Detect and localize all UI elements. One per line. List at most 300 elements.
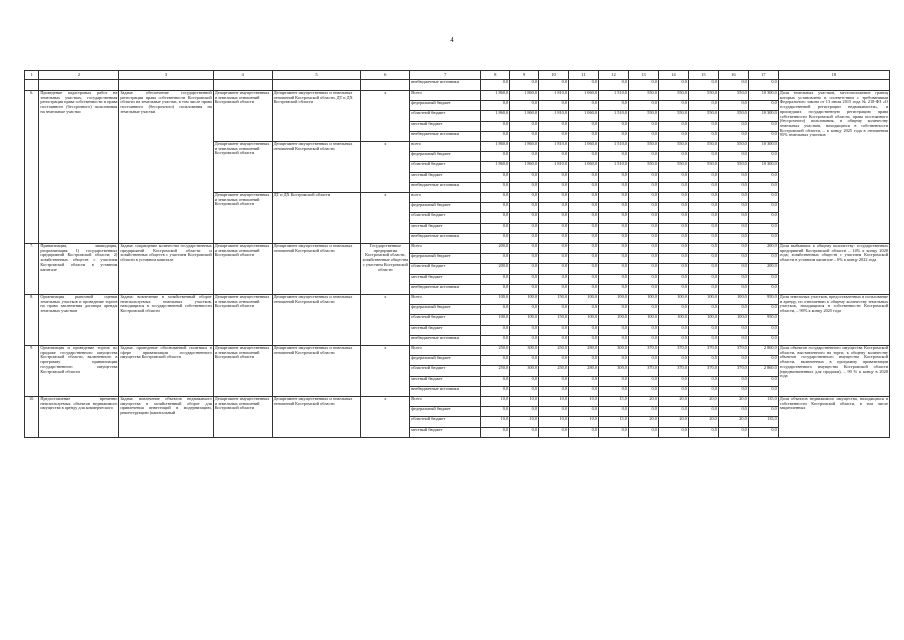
amount-cell: 0,0 xyxy=(628,152,658,162)
funding-source: федеральный бюджет xyxy=(410,407,481,417)
amount-cell: 0,0 xyxy=(748,234,778,244)
amount-cell: 0,0 xyxy=(539,356,569,366)
amount-cell: 0,0 xyxy=(481,377,510,387)
funding-source: внебюджетные источники xyxy=(410,336,481,346)
amount-cell: 0,0 xyxy=(628,244,658,254)
amount-cell: 0,0 xyxy=(748,377,778,387)
amount-cell: 300,0 xyxy=(510,346,539,356)
amount-cell: 0,0 xyxy=(688,285,718,295)
amount-cell: 100,0 xyxy=(598,295,628,305)
expected-result: Доля объектов государственного имущества Костромской области, выставленного на торги, к общему количеству объектов государственного имущества Костромской области, включенных в программу приватизации государственного имущества Костромской области (предназначенных для продажи), – 90 % к концу в 2020 года xyxy=(778,346,889,397)
amount-cell: 0,0 xyxy=(598,234,628,244)
amount-cell: 0,0 xyxy=(539,234,569,244)
amount-cell: 20,0 xyxy=(718,417,748,428)
amount-cell: 0,0 xyxy=(481,173,510,183)
amount-cell: 10,0 xyxy=(539,417,569,428)
amount-cell: 0,0 xyxy=(510,224,539,234)
amount-cell: 20,0 xyxy=(718,397,748,407)
amount-cell: 0,0 xyxy=(569,336,599,346)
amount-cell: 0,0 xyxy=(658,234,688,244)
amount-cell: 0,0 xyxy=(481,387,510,397)
amount-cell: 550,0 xyxy=(658,91,688,101)
co-executor: Департамент имущественных и земельных отношений Костромской области xyxy=(272,346,361,397)
amount-cell: 100,0 xyxy=(688,315,718,326)
participant: x xyxy=(361,193,410,244)
amount-cell: 0,0 xyxy=(569,254,599,264)
amount-cell: 370,0 xyxy=(658,366,688,377)
amount-cell: 0,0 xyxy=(628,213,658,224)
amount-cell: 0,0 xyxy=(569,203,599,213)
column-header: 3 xyxy=(119,71,213,80)
amount-cell: 0,0 xyxy=(569,377,599,387)
amount-cell: 0,0 xyxy=(569,407,599,417)
funding-source: всего xyxy=(410,193,481,203)
amount-cell: 550,0 xyxy=(688,111,718,122)
amount-cell: 0,0 xyxy=(748,254,778,264)
amount-cell: 10,0 xyxy=(481,417,510,428)
column-header: 4 xyxy=(213,71,272,80)
amount-cell: 10,0 xyxy=(539,397,569,407)
amount-cell: 1 510,0 xyxy=(598,91,628,101)
funding-source: внебюджетные источники xyxy=(410,80,481,91)
table-row xyxy=(25,91,890,101)
amount-cell: 0,0 xyxy=(569,275,599,285)
column-header: 17 xyxy=(748,71,778,80)
funding-source: федеральный бюджет xyxy=(410,356,481,366)
amount-cell: 0,0 xyxy=(628,428,658,438)
amount-cell: 0,0 xyxy=(510,326,539,336)
funding-source: Всего xyxy=(410,91,481,101)
column-header: 13 xyxy=(628,71,658,80)
amount-cell: 10,0 xyxy=(569,417,599,428)
funding-source: местный бюджет xyxy=(410,275,481,285)
amount-cell: 1 060,0 xyxy=(569,142,599,152)
amount-cell: 0,0 xyxy=(688,101,718,111)
amount-cell: 0,0 xyxy=(598,254,628,264)
amount-cell: 550,0 xyxy=(688,142,718,152)
amount-cell: 1 860,0 xyxy=(481,162,510,173)
amount-cell: 0,0 xyxy=(688,132,718,142)
amount-cell: 0,0 xyxy=(688,173,718,183)
amount-cell: 100,0 xyxy=(481,315,510,326)
amount-cell: 20,0 xyxy=(628,417,658,428)
amount-cell: 0,0 xyxy=(598,203,628,213)
funding-source: местный бюджет xyxy=(410,173,481,183)
column-header: 15 xyxy=(688,71,718,80)
amount-cell: 20,0 xyxy=(688,417,718,428)
amount-cell: 0,0 xyxy=(510,336,539,346)
amount-cell: 1 510,0 xyxy=(598,142,628,152)
amount-cell: 550,0 xyxy=(718,162,748,173)
amount-cell: 0,0 xyxy=(539,264,569,275)
funding-source: местный бюджет xyxy=(410,326,481,336)
column-header: 16 xyxy=(718,71,748,80)
amount-cell: 0,0 xyxy=(598,213,628,224)
amount-cell: 0,0 xyxy=(688,213,718,224)
amount-cell: 0,0 xyxy=(688,336,718,346)
responsible-executor: Департамент имущественных и земельных отношений Костромской области xyxy=(213,193,272,244)
amount-cell: 100,0 xyxy=(510,315,539,326)
amount-cell: 0,0 xyxy=(718,387,748,397)
amount-cell: 0,0 xyxy=(539,193,569,203)
amount-cell: 0,0 xyxy=(628,326,658,336)
amount-cell: 100,0 xyxy=(688,295,718,305)
amount-cell: 0,0 xyxy=(718,407,748,417)
amount-cell: 0,0 xyxy=(569,122,599,132)
table-row xyxy=(25,397,890,407)
amount-cell: 100,0 xyxy=(569,295,599,305)
amount-cell: 0,0 xyxy=(628,101,658,111)
page-number: 4 xyxy=(450,36,454,44)
amount-cell: 100,0 xyxy=(718,295,748,305)
amount-cell: 0,0 xyxy=(628,285,658,295)
amount-cell: 0,0 xyxy=(539,377,569,387)
responsible-executor: Департамент имущественных и земельных отношений Костромской области xyxy=(213,397,272,438)
amount-cell: 0,0 xyxy=(598,326,628,336)
amount-cell: 0,0 xyxy=(598,387,628,397)
item-number: 9. xyxy=(25,346,39,397)
amount-cell: 0,0 xyxy=(569,244,599,254)
amount-cell: 0,0 xyxy=(569,213,599,224)
amount-cell: 550,0 xyxy=(688,91,718,101)
task-text: Задача: сокращение количества государственных предприятий Костромской области и хозяйственных обществ с участием Костромской области в уставном капитале xyxy=(119,244,213,295)
amount-cell: 0,0 xyxy=(688,193,718,203)
amount-cell: 1 060,0 xyxy=(569,91,599,101)
amount-cell: 15,0 xyxy=(598,397,628,407)
amount-cell: 0,0 xyxy=(628,387,658,397)
amount-cell: 0,0 xyxy=(481,101,510,111)
empty-cell xyxy=(119,80,213,91)
responsible-executor: Департамент имущественных и земельных отношений Костромской области xyxy=(213,142,272,193)
amount-cell: 0,0 xyxy=(658,275,688,285)
amount-cell: 0,0 xyxy=(658,213,688,224)
amount-cell: 280,0 xyxy=(569,366,599,377)
amount-cell: 0,0 xyxy=(718,183,748,193)
amount-cell: 0,0 xyxy=(748,326,778,336)
column-header: 18 xyxy=(778,71,889,80)
table-row xyxy=(25,346,890,356)
responsible-executor: Департамент имущественных и земельных отношений Костромской области xyxy=(213,244,272,295)
amount-cell: 0,0 xyxy=(569,183,599,193)
amount-cell: 0,0 xyxy=(628,254,658,264)
amount-cell: 0,0 xyxy=(658,326,688,336)
amount-cell: 0,0 xyxy=(718,305,748,315)
amount-cell: 100,0 xyxy=(510,295,539,305)
amount-cell: 0,0 xyxy=(688,152,718,162)
amount-cell: 100,0 xyxy=(658,295,688,305)
amount-cell: 0,0 xyxy=(539,407,569,417)
amount-cell: 0,0 xyxy=(748,336,778,346)
amount-cell: 0,0 xyxy=(658,152,688,162)
amount-cell: 0,0 xyxy=(658,264,688,275)
amount-cell: 0,0 xyxy=(598,244,628,254)
amount-cell: 370,0 xyxy=(688,346,718,356)
amount-cell: 10 300,0 xyxy=(748,162,778,173)
column-header: 9 xyxy=(510,71,539,80)
amount-cell: 0,0 xyxy=(718,377,748,387)
amount-cell: 0,0 xyxy=(658,387,688,397)
column-header: 12 xyxy=(598,71,628,80)
amount-cell: 2 860,0 xyxy=(748,346,778,356)
amount-cell: 0,0 xyxy=(718,326,748,336)
column-header: 5 xyxy=(272,71,361,80)
funding-source: областной бюджет xyxy=(410,417,481,428)
amount-cell: 550,0 xyxy=(718,142,748,152)
amount-cell: 550,0 xyxy=(628,91,658,101)
empty-cell xyxy=(272,80,361,91)
amount-cell: 100,0 xyxy=(569,315,599,326)
co-executor: Департамент имущественных и земельных отношений Костромской области xyxy=(272,244,361,295)
amount-cell: 0,0 xyxy=(748,183,778,193)
column-header: 11 xyxy=(569,71,599,80)
amount-cell: 20,0 xyxy=(658,397,688,407)
amount-cell: 0,0 xyxy=(688,224,718,234)
empty-cell xyxy=(39,80,119,91)
amount-cell: 0,0 xyxy=(598,275,628,285)
amount-cell: 0,0 xyxy=(539,132,569,142)
amount-cell: 0,0 xyxy=(598,80,628,91)
amount-cell: 0,0 xyxy=(598,132,628,142)
funding-source: федеральный бюджет xyxy=(410,254,481,264)
amount-cell: 0,0 xyxy=(539,183,569,193)
amount-cell: 0,0 xyxy=(658,305,688,315)
amount-cell: 0,0 xyxy=(510,132,539,142)
amount-cell: 0,0 xyxy=(748,213,778,224)
amount-cell: 280,0 xyxy=(569,346,599,356)
program-table xyxy=(24,70,890,438)
amount-cell: 0,0 xyxy=(658,428,688,438)
amount-cell: 0,0 xyxy=(628,193,658,203)
amount-cell: 0,0 xyxy=(718,152,748,162)
amount-cell: 1 810,0 xyxy=(539,91,569,101)
amount-cell: 0,0 xyxy=(628,275,658,285)
amount-cell: 0,0 xyxy=(539,101,569,111)
column-header: 1 xyxy=(25,71,39,80)
amount-cell: 20,0 xyxy=(658,417,688,428)
column-header: 10 xyxy=(539,71,569,80)
amount-cell: 0,0 xyxy=(598,356,628,366)
amount-cell: 0,0 xyxy=(510,264,539,275)
funding-source: внебюджетные источники xyxy=(410,387,481,397)
amount-cell: 0,0 xyxy=(598,285,628,295)
amount-cell: 0,0 xyxy=(658,173,688,183)
amount-cell: 0,0 xyxy=(481,132,510,142)
amount-cell: 0,0 xyxy=(748,122,778,132)
amount-cell: 100,0 xyxy=(658,315,688,326)
amount-cell: 0,0 xyxy=(658,183,688,193)
amount-cell: 300,0 xyxy=(510,366,539,377)
amount-cell: 0,0 xyxy=(510,234,539,244)
responsible-executor: Департамент имущественных и земельных отношений Костромской области xyxy=(213,346,272,397)
amount-cell: 0,0 xyxy=(481,285,510,295)
amount-cell: 0,0 xyxy=(598,305,628,315)
column-header: 7 xyxy=(410,71,481,80)
amount-cell: 0,0 xyxy=(481,152,510,162)
amount-cell: 1 060,0 xyxy=(569,111,599,122)
co-executor: Департамент имущественных и земельных отношений Костромской области xyxy=(272,142,361,193)
amount-cell: 0,0 xyxy=(510,173,539,183)
amount-cell: 0,0 xyxy=(718,428,748,438)
empty-cell xyxy=(25,80,39,91)
participant: x xyxy=(361,142,410,193)
funding-source: внебюджетные источники xyxy=(410,234,481,244)
amount-cell: 100,0 xyxy=(598,315,628,326)
amount-cell: 10,0 xyxy=(510,397,539,407)
funding-source: Всего xyxy=(410,295,481,305)
amount-cell: 250,0 xyxy=(539,366,569,377)
amount-cell: 0,0 xyxy=(539,203,569,213)
event-name: Организация и проведение торгов по продаже государственного имущества Костромской области, включенного в программу приватизации государственного имущества Костромской области xyxy=(39,346,119,397)
amount-cell: 0,0 xyxy=(748,356,778,366)
responsible-executor: Департамент имущественных и земельных отношений Костромской области xyxy=(213,91,272,142)
amount-cell: 0,0 xyxy=(539,387,569,397)
amount-cell: 370,0 xyxy=(718,346,748,356)
amount-cell: 550,0 xyxy=(658,111,688,122)
amount-cell: 0,0 xyxy=(569,80,599,91)
funding-source: областной бюджет xyxy=(410,162,481,173)
amount-cell: 0,0 xyxy=(510,387,539,397)
amount-cell: 0,0 xyxy=(748,428,778,438)
amount-cell: 0,0 xyxy=(718,264,748,275)
funding-source: областной бюджет xyxy=(410,315,481,326)
amount-cell: 10,0 xyxy=(510,417,539,428)
amount-cell: 0,0 xyxy=(658,377,688,387)
amount-cell: 0,0 xyxy=(658,101,688,111)
amount-cell: 0,0 xyxy=(510,122,539,132)
amount-cell: 550,0 xyxy=(658,142,688,152)
funding-source: областной бюджет xyxy=(410,264,481,275)
amount-cell: 0,0 xyxy=(481,193,510,203)
amount-cell: 300,0 xyxy=(598,366,628,377)
amount-cell: 0,0 xyxy=(718,203,748,213)
funding-source: областной бюджет xyxy=(410,111,481,122)
amount-cell: 0,0 xyxy=(569,132,599,142)
amount-cell: 0,0 xyxy=(598,224,628,234)
amount-cell: 0,0 xyxy=(688,275,718,285)
amount-cell: 1 060,0 xyxy=(569,162,599,173)
amount-cell: 0,0 xyxy=(510,183,539,193)
amount-cell: 0,0 xyxy=(688,80,718,91)
amount-cell: 0,0 xyxy=(748,407,778,417)
amount-cell: 100,0 xyxy=(628,315,658,326)
amount-cell: 0,0 xyxy=(658,203,688,213)
amount-cell: 250,0 xyxy=(481,366,510,377)
amount-cell: 550,0 xyxy=(718,91,748,101)
amount-cell: 0,0 xyxy=(598,173,628,183)
amount-cell: 0,0 xyxy=(748,387,778,397)
amount-cell: 0,0 xyxy=(628,356,658,366)
task-text: Задача: вовлечение объектов недвижимого имущества в хозяйственный оборот для привлечения инвестиций в модернизацию, реконструкцию (капитальный xyxy=(119,397,213,438)
empty-cell xyxy=(361,80,410,91)
amount-cell: 0,0 xyxy=(718,122,748,132)
amount-cell: 200,0 xyxy=(481,244,510,254)
participant: x xyxy=(361,295,410,346)
funding-source: местный бюджет xyxy=(410,377,481,387)
amount-cell: 0,0 xyxy=(748,193,778,203)
amount-cell: 0,0 xyxy=(718,213,748,224)
amount-cell: 0,0 xyxy=(481,356,510,366)
amount-cell: 1 510,0 xyxy=(598,111,628,122)
amount-cell: 0,0 xyxy=(688,377,718,387)
amount-cell: 0,0 xyxy=(481,275,510,285)
amount-cell: 0,0 xyxy=(510,193,539,203)
table-row xyxy=(25,295,890,305)
amount-cell: 0,0 xyxy=(481,305,510,315)
amount-cell: 0,0 xyxy=(688,428,718,438)
amount-cell: 0,0 xyxy=(718,356,748,366)
amount-cell: 0,0 xyxy=(688,407,718,417)
funding-source: местный бюджет xyxy=(410,122,481,132)
amount-cell: 0,0 xyxy=(481,407,510,417)
amount-cell: 0,0 xyxy=(598,377,628,387)
amount-cell: 0,0 xyxy=(718,101,748,111)
amount-cell: 0,0 xyxy=(481,183,510,193)
amount-cell: 20,0 xyxy=(688,397,718,407)
amount-cell: 10 300,0 xyxy=(748,111,778,122)
funding-source: областной бюджет xyxy=(410,366,481,377)
amount-cell: 0,0 xyxy=(688,203,718,213)
amount-cell: 950,0 xyxy=(748,315,778,326)
amount-cell: 0,0 xyxy=(539,326,569,336)
amount-cell: 0,0 xyxy=(569,224,599,234)
amount-cell: 0,0 xyxy=(718,244,748,254)
participant: x xyxy=(361,397,410,438)
amount-cell: 0,0 xyxy=(688,254,718,264)
amount-cell: 0,0 xyxy=(628,132,658,142)
amount-cell: 0,0 xyxy=(510,254,539,264)
amount-cell: 0,0 xyxy=(481,336,510,346)
amount-cell: 950,0 xyxy=(748,295,778,305)
amount-cell: 0,0 xyxy=(569,101,599,111)
amount-cell: 0,0 xyxy=(481,254,510,264)
amount-cell: 0,0 xyxy=(628,224,658,234)
amount-cell: 200,0 xyxy=(748,244,778,254)
event-name: Проведение кадастровых работ на земельных участках, государственная регистрация права собственности и права постоянного (бессрочного) пользования на земельные участки xyxy=(39,91,119,244)
amount-cell: 0,0 xyxy=(688,326,718,336)
item-number: 10. xyxy=(25,397,39,438)
amount-cell: 1 860,0 xyxy=(510,162,539,173)
amount-cell: 0,0 xyxy=(510,101,539,111)
amount-cell: 150,0 xyxy=(539,315,569,326)
amount-cell: 0,0 xyxy=(658,336,688,346)
amount-cell: 300,0 xyxy=(598,346,628,356)
amount-cell: 1 810,0 xyxy=(539,142,569,152)
amount-cell: 0,0 xyxy=(539,152,569,162)
amount-cell: 0,0 xyxy=(539,254,569,264)
amount-cell: 10 300,0 xyxy=(748,142,778,152)
amount-cell: 0,0 xyxy=(539,213,569,224)
amount-cell: 0,0 xyxy=(539,285,569,295)
co-executor: ДТ и ДХ Костромской области xyxy=(272,193,361,244)
amount-cell: 1 860,0 xyxy=(510,91,539,101)
amount-cell: 0,0 xyxy=(539,336,569,346)
amount-cell: 100,0 xyxy=(628,295,658,305)
amount-cell: 0,0 xyxy=(510,285,539,295)
funding-source: федеральный бюджет xyxy=(410,101,481,111)
amount-cell: 15,0 xyxy=(598,417,628,428)
amount-cell: 0,0 xyxy=(481,428,510,438)
table-row xyxy=(25,244,890,254)
column-header: 2 xyxy=(39,71,119,80)
amount-cell: 0,0 xyxy=(748,285,778,295)
amount-cell: 0,0 xyxy=(539,305,569,315)
amount-cell: 0,0 xyxy=(688,244,718,254)
amount-cell: 150,0 xyxy=(539,295,569,305)
amount-cell: 0,0 xyxy=(481,203,510,213)
amount-cell: 0,0 xyxy=(569,326,599,336)
amount-cell: 0,0 xyxy=(569,234,599,244)
amount-cell: 0,0 xyxy=(628,264,658,275)
